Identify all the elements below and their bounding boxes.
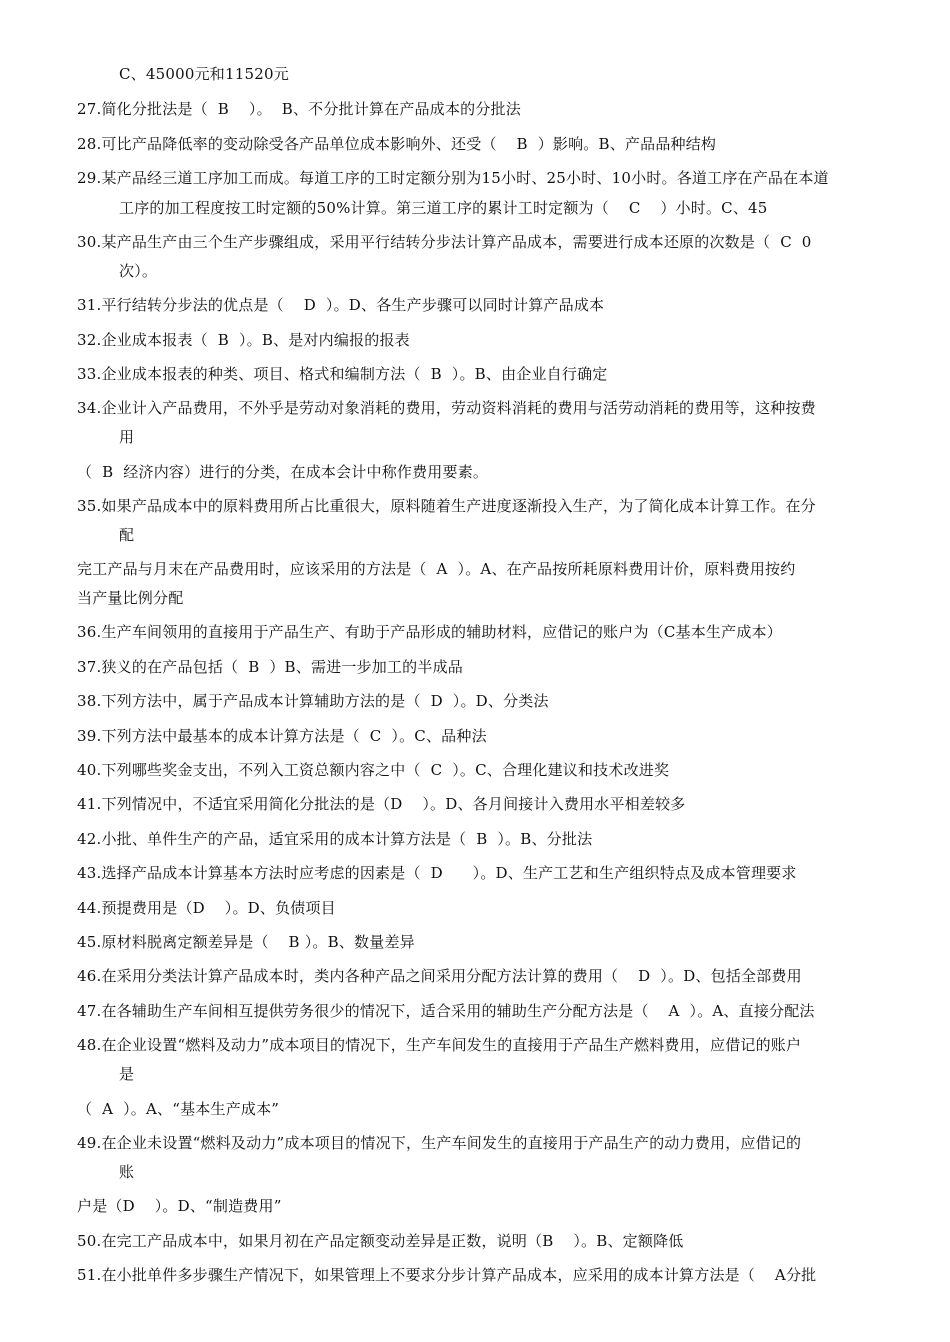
text-line: 当产量比例分配 (77, 589, 184, 607)
text-line: 完工产品与月末在产品费用时，应该采用的方法是（ A ）。A、在产品按所耗原料费用计价，原料费用按约 (77, 560, 796, 578)
text-line: 49.在企业未设置“燃料及动力”成本项目的情况下，生产车间发生的直接用于产品生产的动力费用，应借记的 (77, 1134, 802, 1152)
text-line: 29.某产品经三道工序加工而成。每道工序的工时定额分别为15小时、25小时、10小时。各道工序在产品在本道 (77, 169, 829, 187)
text-line: 39.下列方法中最基本的成本计算方法是（ C ）。C、品种法 (77, 727, 487, 745)
text-line: 33.企业成本报表的种类、项目、格式和编制方法（ B ）。B、由企业自行确定 (77, 365, 608, 383)
text-line: 36.生产车间领用的直接用于产品生产、有助于产品形成的辅助材料，应借记的账户为（C基本生产成本） (77, 623, 782, 641)
text-line: 40.下列哪些奖金支出，不列入工资总额内容之中（ C ）。C、合理化建议和技术改进奖 (77, 761, 670, 779)
text-line: 31.平行结转分步法的优点是（ D ）。D、各生产步骤可以同时计算产品成本 (77, 296, 605, 314)
text-line: 42.小批、单件生产的产品，适宜采用的成本计算方法是（ B ）。B、分批法 (77, 830, 593, 848)
text-line: C、45000元和11520元 (119, 65, 289, 83)
text-line: 28.可比产品降低率的变动除受各产品单位成本影响外、还受（ B ）影响。B、产品品种结构 (77, 135, 717, 153)
text-line: 43.选择产品成本计算基本方法时应考虑的因素是（ D ）。D、生产工艺和生产组织特点及成本管理要求 (77, 864, 797, 882)
text-line: 配 (119, 526, 135, 544)
text-line: 27.简化分批法是（ B ）。 B、不分批计算在产品成本的分批法 (77, 100, 521, 118)
text-line: 35.如果产品成本中的原料费用所占比重很大，原料随着生产进度逐渐投入生产，为了简化成本计算工作。在分 (77, 497, 816, 515)
text-line: 46.在采用分类法计算产品成本时，类内各种产品之间采用分配方法计算的费用（ D ）。D、包括全部费用 (77, 967, 802, 985)
text-line: （ A ）。A、“基本生产成本” (77, 1100, 280, 1118)
text-line: 账 (119, 1163, 135, 1181)
text-line: 45.原材料脱离定额差异是（ B ）。B、数量差异 (77, 933, 415, 951)
text-line: 38.下列方法中，属于产品成本计算辅助方法的是（ D ）。D、分类法 (77, 692, 549, 710)
text-line: 37.狭义的在产品包括（ B ）B、需进一步加工的半成品 (77, 658, 463, 676)
text-line: 50.在完工产品成本中，如果月初在产品定额变动差异是正数，说明（B ）。B、定额降低 (77, 1232, 684, 1250)
text-line: 30.某产品生产由三个生产步骤组成，采用平行结转分步法计算产品成本，需要进行成本还原的次数是（ C 0 (77, 233, 812, 251)
text-line: 47.在各辅助生产车间相互提供劳务很少的情况下，适合采用的辅助生产分配方法是（ A ）。A、直接分配法 (77, 1002, 815, 1020)
text-line: 次）。 (119, 262, 158, 280)
text-line: 用 (119, 428, 135, 446)
text-line: （ B 经济内容）进行的分类，在成本会计中称作费用要素。 (77, 463, 489, 481)
text-line: 是 (119, 1065, 135, 1083)
text-line: 48.在企业设置“燃料及动力”成本项目的情况下，生产车间发生的直接用于产品生产燃料费用，应借记的账户 (77, 1036, 802, 1054)
text-line: 工序的加工程度按工时定额的50%计算。第三道工序的累计工时定额为（ C ）小时。C、45 (119, 199, 768, 217)
text-line: 41.下列情况中，不适宜采用简化分批法的是（D ）。D、各月间接计入费用水平相差较多 (77, 795, 686, 813)
text-line: 51.在小批单件多步骤生产情况下，如果管理上不要求分步计算产品成本，应采用的成本计算方法是（ A分批 (77, 1266, 817, 1284)
text-line: 户是（D ）。D、“制造费用” (77, 1197, 282, 1215)
text-line: 44.预提费用是（D ）。D、负债项目 (77, 899, 336, 917)
text-line: 32.企业成本报表（ B ）。B、是对内编报的报表 (77, 331, 410, 349)
text-line: 34.企业计入产品费用，不外乎是劳动对象消耗的费用，劳动资料消耗的费用与活劳动消耗的费用等，这种按费 (77, 399, 816, 417)
